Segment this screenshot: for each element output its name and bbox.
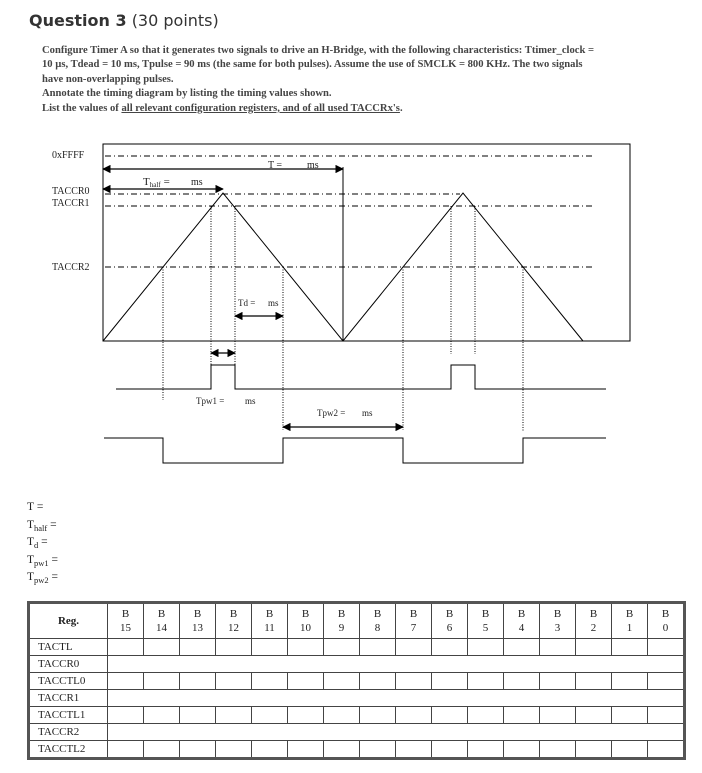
tpw1-label: Tpw1 = — [196, 396, 225, 406]
bit-number: 8 — [374, 622, 381, 634]
bit-cell[interactable] — [540, 707, 576, 724]
answer-equals: = — [51, 553, 59, 566]
bit-cell[interactable] — [396, 707, 432, 724]
thalf-ms-label: ms — [191, 177, 203, 188]
bit-header-b6 — [432, 603, 468, 639]
answer-equals: = — [36, 501, 44, 513]
bit-number: 0 — [662, 622, 669, 634]
prompt-registers-underlined: all relevant configuration registers, and of all used TACCRx's — [121, 102, 400, 114]
bit-cell[interactable] — [432, 741, 468, 759]
bit-cell[interactable] — [108, 673, 144, 690]
register-name: TACCTL2 — [29, 741, 108, 759]
answer-equals: = — [41, 536, 48, 548]
bit-cell[interactable] — [288, 673, 324, 690]
bit-cell[interactable] — [576, 707, 612, 724]
bit-cell[interactable] — [576, 741, 612, 759]
bit-header-b9 — [324, 603, 360, 639]
bit-cell[interactable] — [468, 741, 504, 759]
bit-cell[interactable] — [216, 639, 252, 656]
bit-prefix: B — [121, 608, 130, 620]
bit-cell[interactable] — [468, 707, 504, 724]
answer-tpw2 — [27, 569, 58, 587]
bit-cell[interactable] — [504, 707, 540, 724]
bit-cell[interactable] — [540, 673, 576, 690]
register-table — [27, 601, 686, 760]
bit-cell[interactable] — [324, 707, 360, 724]
bit-number: 6 — [446, 622, 453, 634]
register-value-cell[interactable] — [108, 724, 685, 741]
bit-number: 10 — [300, 622, 311, 634]
bit-cell[interactable] — [576, 673, 612, 690]
bit-prefix: B — [373, 608, 382, 620]
bit-number: 5 — [482, 622, 489, 634]
bit-cell[interactable] — [216, 707, 252, 724]
bit-header-b3 — [540, 603, 576, 639]
prompt-line-2: 10 µs, Tdead = 10 ms, Tpulse = 90 ms (the same for both pulses). Assume the use of SMCLK = 800 KHz. The two signals — [42, 59, 583, 71]
register-name: TACCTL1 — [29, 707, 108, 724]
bit-number: 13 — [192, 622, 203, 634]
register-name: TACCR2 — [29, 724, 108, 741]
register-row-tactl — [29, 639, 685, 656]
period-ms-label: ms — [307, 160, 319, 171]
bit-header-b5 — [468, 603, 504, 639]
bit-cell[interactable] — [648, 673, 685, 690]
bit-prefix: B — [157, 608, 166, 620]
bit-header-b10 — [288, 603, 324, 639]
bit-prefix: B — [589, 608, 598, 620]
register-table-header — [29, 603, 685, 639]
answer-symbol: T — [27, 553, 35, 566]
answer-subscript: pw2 — [34, 575, 49, 585]
bit-prefix: B — [625, 608, 634, 620]
bit-cell[interactable] — [576, 639, 612, 656]
bit-cell[interactable] — [144, 639, 180, 656]
bit-cell[interactable] — [288, 707, 324, 724]
bit-cell[interactable] — [108, 639, 144, 656]
bit-header-b7 — [396, 603, 432, 639]
tpw2-ms-label: ms — [362, 408, 373, 418]
prompt-line-1: Configure Timer A so that it generates two signals to drive an H-Bridge, with the following characteristics: Ttimer_clock = — [42, 45, 595, 56]
bit-number: 12 — [228, 622, 239, 634]
register-row-tacctl1 — [29, 707, 685, 724]
bit-cell[interactable] — [144, 707, 180, 724]
prompt-line-3: have non-overlapping pulses. — [42, 73, 174, 85]
bit-cell[interactable] — [216, 673, 252, 690]
answer-td — [27, 534, 58, 552]
bit-cell[interactable] — [504, 741, 540, 759]
bit-cell[interactable] — [648, 639, 685, 656]
bit-cell[interactable] — [648, 707, 685, 724]
bit-cell[interactable] — [360, 741, 396, 759]
register-row-tacctl2 — [29, 741, 685, 759]
bit-cell[interactable] — [180, 707, 216, 724]
bit-header-b2 — [576, 603, 612, 639]
signal-2-waveform — [104, 438, 606, 463]
thalf-equals: = — [163, 176, 170, 188]
register-row-taccr0 — [29, 656, 685, 673]
bit-cell[interactable] — [324, 673, 360, 690]
prompt-line-5: List the values of all relevant configuration registers, and of all used TACCRx's. — [42, 102, 403, 114]
bit-cell[interactable] — [180, 741, 216, 759]
bit-header-b8 — [360, 603, 396, 639]
bit-header-b4 — [504, 603, 540, 639]
bit-cell[interactable] — [360, 707, 396, 724]
bit-number: 15 — [120, 622, 131, 634]
bit-prefix: B — [445, 608, 454, 620]
bit-cell[interactable] — [108, 707, 144, 724]
bit-cell[interactable] — [252, 639, 288, 656]
register-name: TACCTL0 — [29, 673, 108, 690]
bit-cell[interactable] — [432, 707, 468, 724]
label-taccr1: TACCR1 — [52, 198, 90, 209]
question-number: Question 3 — [29, 11, 127, 30]
bit-header-b1 — [612, 603, 648, 639]
label-taccr2: TACCR2 — [52, 262, 90, 273]
bit-cell[interactable] — [468, 673, 504, 690]
tpw2-label: Tpw2 = — [317, 408, 346, 418]
answer-equals: = — [51, 571, 59, 583]
bit-cell[interactable] — [612, 707, 648, 724]
answer-symbol: T — [27, 501, 35, 513]
bit-prefix: B — [661, 608, 670, 620]
period-label: T = — [268, 160, 283, 171]
bit-cell[interactable] — [396, 639, 432, 656]
bit-header-b14 — [144, 603, 180, 639]
bit-cell[interactable] — [360, 673, 396, 690]
answer-subscript: d — [34, 540, 39, 550]
bit-number: 9 — [338, 622, 345, 634]
register-value-cell[interactable] — [108, 690, 685, 707]
answer-subscript: pw1 — [34, 557, 49, 568]
bit-cell[interactable] — [432, 639, 468, 656]
register-name: TACCR0 — [29, 656, 108, 673]
answer-thalf — [27, 517, 58, 535]
bit-prefix: B — [553, 608, 562, 620]
prompt-line-4: Annotate the timing diagram by listing the timing values shown. — [42, 88, 332, 100]
answer-subscript: half — [34, 522, 48, 533]
question-points: (30 points) — [131, 11, 219, 30]
register-name: TACTL — [29, 639, 108, 656]
bit-prefix: B — [229, 608, 238, 620]
bit-cell[interactable] — [612, 639, 648, 656]
bit-header-b11 — [252, 603, 288, 639]
bit-cell[interactable] — [252, 741, 288, 759]
bit-prefix: B — [193, 608, 202, 620]
bit-cell[interactable] — [612, 673, 648, 690]
bit-prefix: B — [265, 608, 274, 620]
answer-symbol: T — [27, 571, 35, 583]
td-ms-label: ms — [268, 298, 279, 308]
prompt-line-5-prefix: List the values of — [42, 102, 122, 114]
td-label: Td = — [238, 298, 256, 308]
register-value-cell[interactable] — [108, 656, 685, 673]
bit-number: 3 — [554, 622, 561, 634]
bit-cell[interactable] — [396, 673, 432, 690]
answer-tpw1 — [27, 552, 58, 570]
bit-cell[interactable] — [288, 741, 324, 759]
bit-cell[interactable] — [108, 741, 144, 759]
answer-equals: = — [50, 518, 57, 531]
answer-symbol: T — [27, 536, 35, 548]
bit-prefix: B — [481, 608, 490, 620]
bit-cell[interactable] — [144, 741, 180, 759]
bit-number: 1 — [626, 622, 633, 634]
bit-cell[interactable] — [540, 741, 576, 759]
answer-definitions — [27, 499, 58, 587]
thalf-label — [143, 176, 170, 189]
bit-cell[interactable] — [252, 707, 288, 724]
bit-header-b12 — [216, 603, 252, 639]
bit-cell[interactable] — [180, 639, 216, 656]
bit-prefix: B — [517, 608, 526, 620]
tpw1-ms-label: ms — [245, 396, 256, 406]
bit-cell[interactable] — [612, 741, 648, 759]
bit-cell[interactable] — [396, 741, 432, 759]
answer-symbol: T — [27, 518, 35, 531]
bit-cell[interactable] — [504, 639, 540, 656]
reg-header: Reg. — [29, 603, 108, 639]
bit-header-b15 — [108, 603, 144, 639]
answer-t — [27, 499, 58, 517]
bit-cell[interactable] — [324, 639, 360, 656]
bit-cell[interactable] — [252, 673, 288, 690]
bit-cell[interactable] — [540, 639, 576, 656]
bit-cell[interactable] — [180, 673, 216, 690]
bit-cell[interactable] — [360, 639, 396, 656]
bit-header-b0 — [648, 603, 685, 639]
thalf-symbol: T — [143, 176, 150, 188]
bit-cell[interactable] — [432, 673, 468, 690]
bit-prefix: B — [337, 608, 346, 620]
bit-cell[interactable] — [288, 639, 324, 656]
label-taccr0: TACCR0 — [52, 186, 90, 197]
bit-cell[interactable] — [144, 673, 180, 690]
bit-number: 2 — [590, 622, 597, 634]
register-name: TACCR1 — [29, 690, 108, 707]
bit-number: 11 — [264, 622, 275, 634]
bit-prefix: B — [301, 608, 310, 620]
signal-1-waveform — [116, 365, 606, 389]
bit-cell[interactable] — [504, 673, 540, 690]
register-row-taccr2 — [29, 724, 685, 741]
thalf-subscript: half — [149, 181, 161, 189]
bit-cell[interactable] — [324, 741, 360, 759]
bit-cell[interactable] — [216, 741, 252, 759]
bit-number: 4 — [518, 622, 525, 634]
bit-prefix: B — [409, 608, 418, 620]
label-oxffff: 0xFFFF — [52, 150, 85, 161]
bit-number: 7 — [410, 622, 417, 634]
bit-header-b13 — [180, 603, 216, 639]
bit-cell[interactable] — [468, 639, 504, 656]
register-row-tacctl0 — [29, 673, 685, 690]
register-row-taccr1 — [29, 690, 685, 707]
bit-cell[interactable] — [648, 741, 685, 759]
bit-number: 14 — [156, 622, 167, 634]
